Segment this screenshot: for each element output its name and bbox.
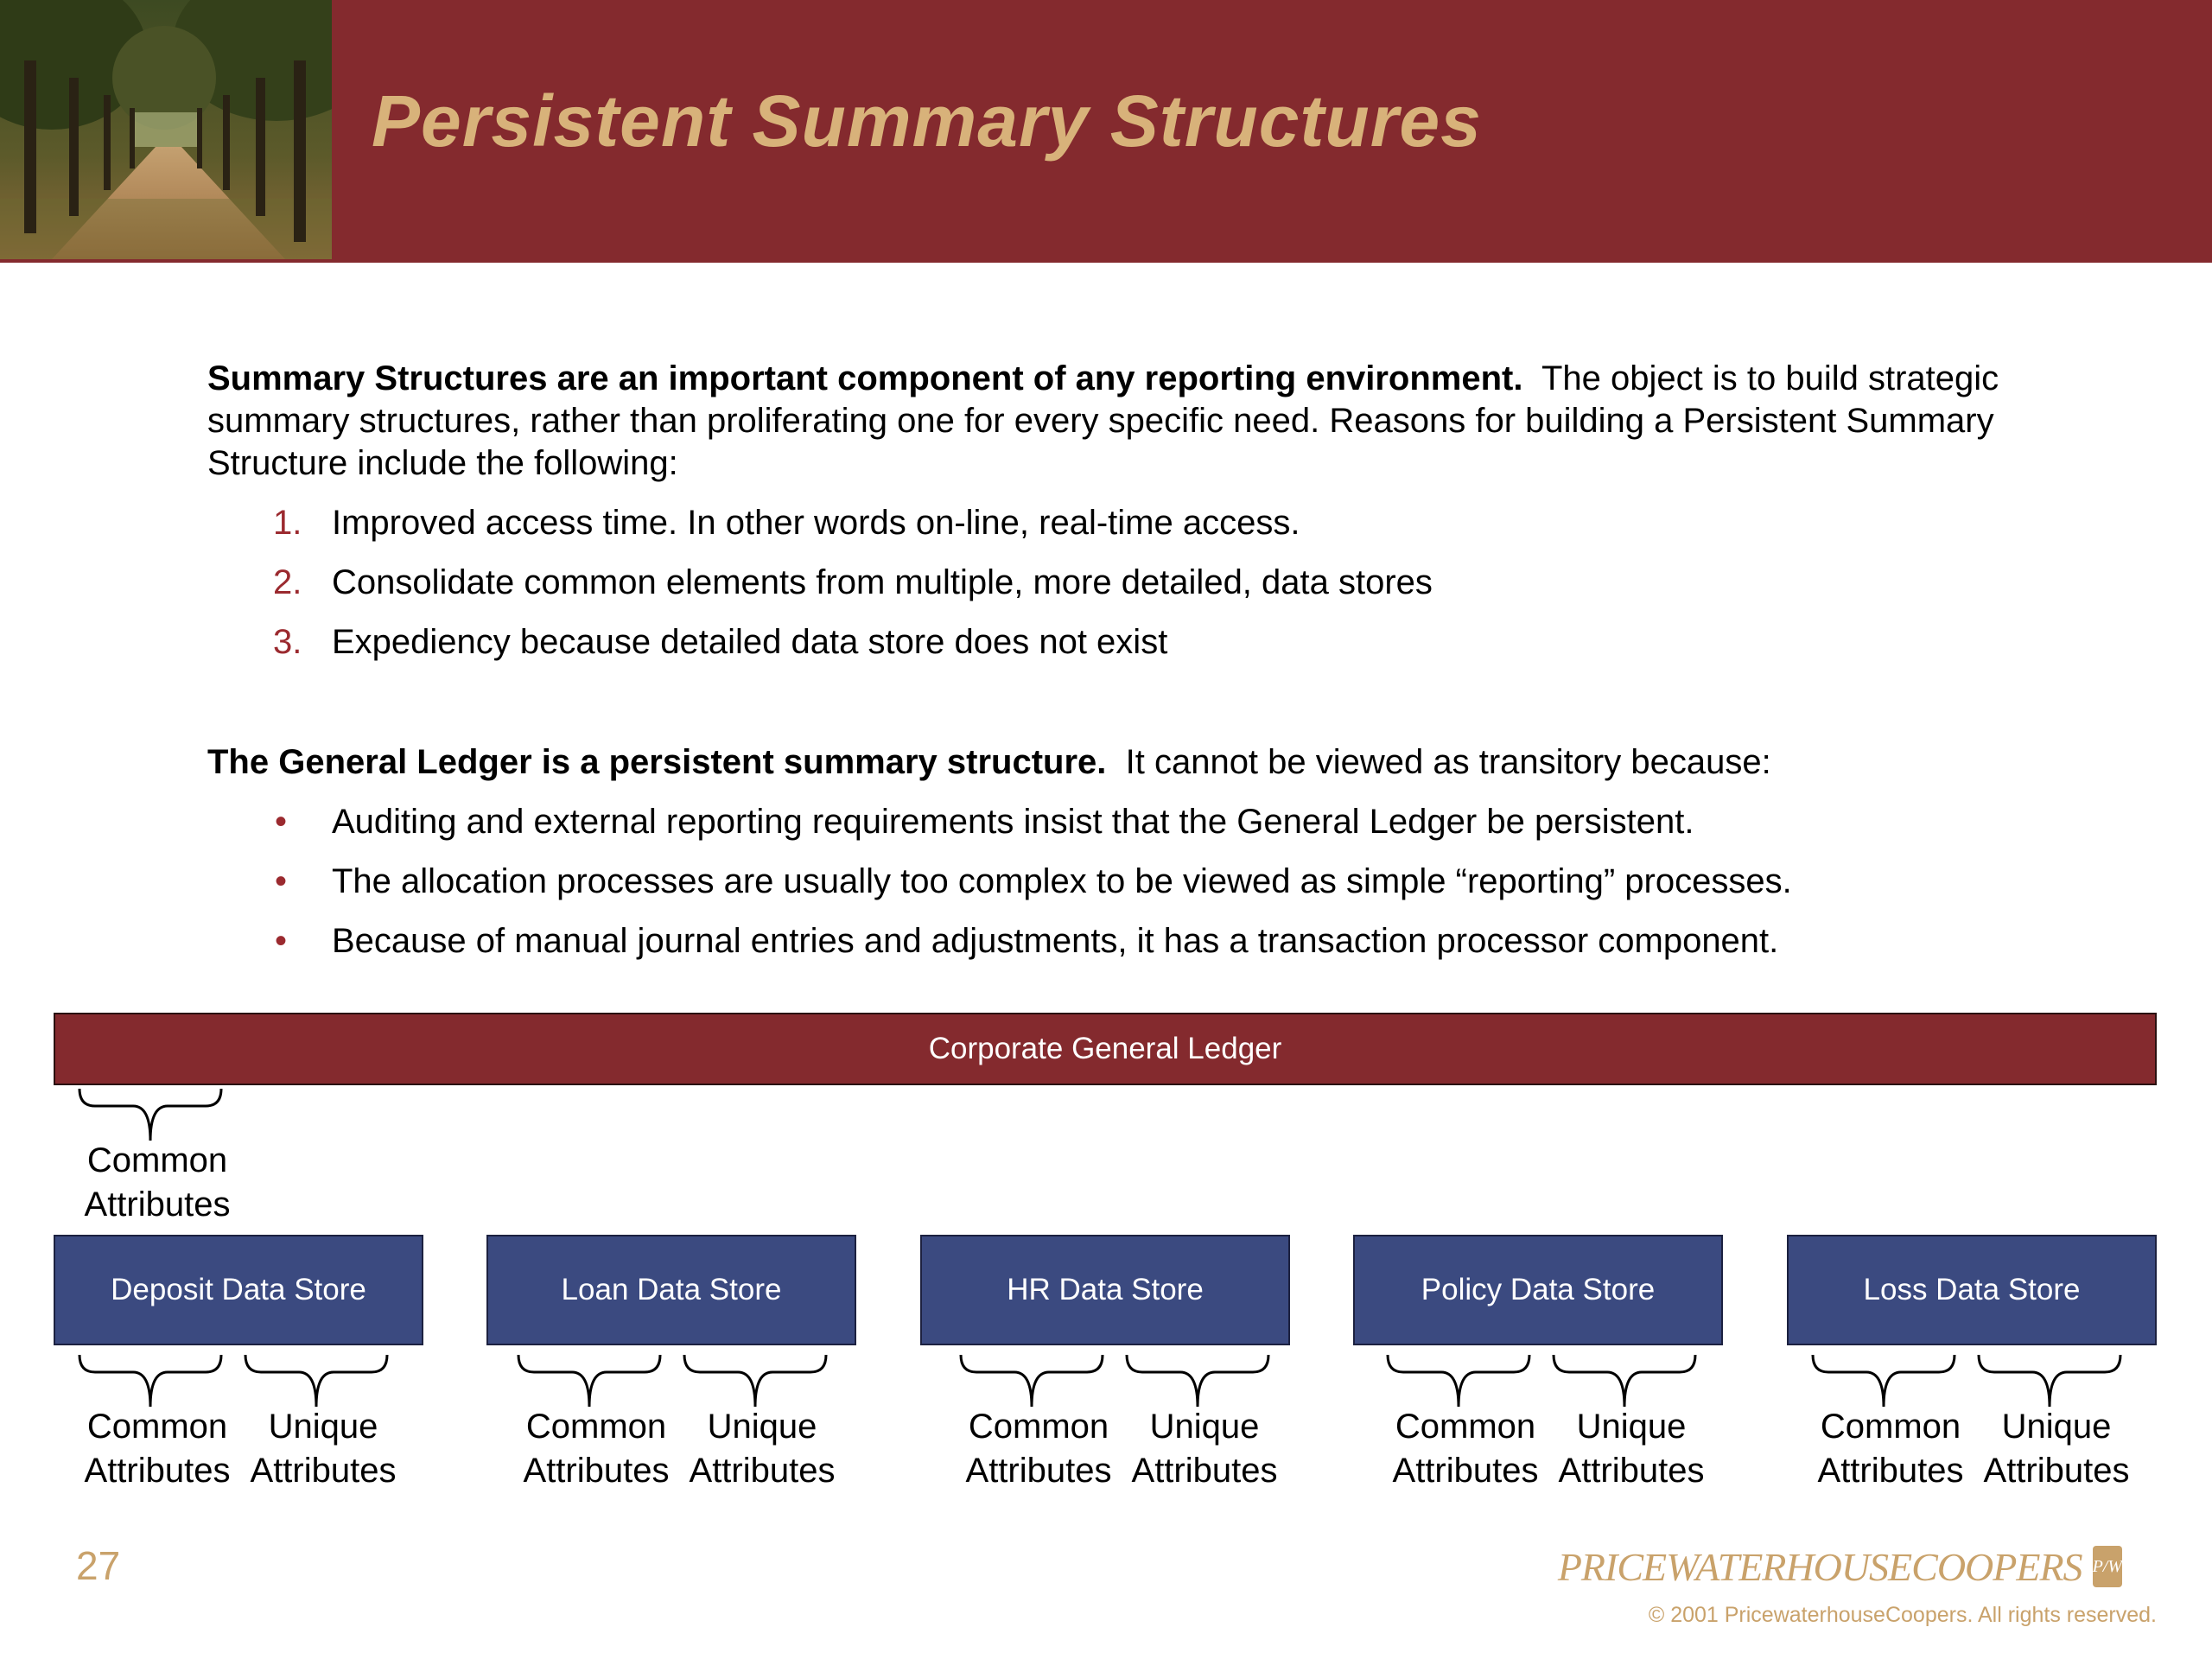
label-line: Attributes (1817, 1452, 1964, 1490)
loan-data-store-box: Loan Data Store (486, 1235, 856, 1345)
unique-attributes-label (237, 1405, 410, 1493)
unique-attributes-label (1118, 1405, 1291, 1493)
label-line: Attributes (84, 1185, 231, 1224)
list-item-text: The allocation processes are usually too complex to be viewed as simple “reporting” processes. (332, 862, 1792, 900)
intro-paragraph (207, 358, 2022, 485)
unique-attributes-brace (244, 1353, 389, 1410)
unique-attributes-brace (1125, 1353, 1270, 1410)
intro-text: The object is to build strategic summary structures, rather than proliferating one for every specific need. Reasons for building a Persistent Summary Structure include the following: (207, 359, 1999, 482)
hr-data-store-box: HR Data Store (920, 1235, 1290, 1345)
unique-attributes-label (676, 1405, 849, 1493)
label-line: Attributes (523, 1452, 670, 1490)
unique-attributes-brace (1977, 1353, 2122, 1410)
label-line: Unique (1576, 1408, 1687, 1446)
corporate-general-ledger-box: Corporate General Ledger (54, 1013, 2157, 1085)
common-attributes-label (1804, 1405, 1977, 1493)
label-line: Common (968, 1408, 1109, 1446)
logo-mark-icon: P/W (2093, 1546, 2122, 1587)
company-logo (1557, 1538, 2122, 1595)
common-attributes-label (1379, 1405, 1552, 1493)
list-number: 2. (273, 563, 302, 601)
unique-attributes-brace (1552, 1353, 1697, 1410)
ledger-common-attributes-label (71, 1139, 244, 1227)
label-line: Attributes (1983, 1452, 2130, 1490)
list-number: 1. (273, 504, 302, 542)
label-line: Common (86, 1408, 228, 1446)
list-item (207, 801, 2022, 843)
tree-lined-road-photo (0, 0, 332, 259)
label-line: Common (525, 1408, 667, 1446)
label-line: Common (1820, 1408, 1961, 1446)
bullet-icon: • (275, 922, 288, 960)
label-line: Unique (2001, 1408, 2112, 1446)
company-logo-text: PRICEWATERHOUSECOOPERS (1557, 1544, 2082, 1589)
common-attributes-brace (517, 1353, 662, 1410)
common-attributes-label (71, 1405, 244, 1493)
label-line: Attributes (84, 1452, 231, 1490)
list-item-text: Because of manual journal entries and adjustments, it has a transaction processor component. (332, 922, 1779, 960)
slide-body (207, 358, 2022, 963)
common-attributes-brace (959, 1353, 1104, 1410)
ledger-paragraph (207, 741, 2022, 784)
ledger-text: It cannot be viewed as transitory because: (1125, 743, 1771, 781)
list-item-text: Expediency because detailed data store does not exist (332, 623, 1168, 661)
list-number: 3. (273, 623, 302, 661)
unique-attributes-label (1970, 1405, 2143, 1493)
slide-title: Persistent Summary Structures (372, 80, 1482, 162)
label-line: Common (1395, 1408, 1536, 1446)
ledger-bold-text: The General Ledger is a persistent summary structure. (207, 743, 1107, 781)
policy-data-store-box: Policy Data Store (1353, 1235, 1723, 1345)
list-item-text: Improved access time. In other words on-line, real-time access. (332, 504, 1300, 542)
list-item (207, 920, 2022, 963)
ledger-bullet-list (207, 801, 2022, 963)
label-line: Attributes (250, 1452, 397, 1490)
common-attributes-brace (1386, 1353, 1531, 1410)
deposit-data-store-box: Deposit Data Store (54, 1235, 423, 1345)
label-line: Attributes (1131, 1452, 1278, 1490)
label-line: Unique (268, 1408, 378, 1446)
slide-number: 27 (76, 1543, 121, 1588)
label-line: Attributes (965, 1452, 1112, 1490)
label-line: Attributes (1558, 1452, 1705, 1490)
bullet-icon: • (275, 803, 288, 841)
label-line: Unique (707, 1408, 817, 1446)
loss-data-store-box: Loss Data Store (1787, 1235, 2157, 1345)
reasons-list (207, 502, 2022, 664)
ledger-brace (78, 1087, 223, 1144)
label-line: Unique (1149, 1408, 1260, 1446)
list-item (207, 861, 2022, 903)
list-item-text: Consolidate common elements from multiple, more detailed, data stores (332, 563, 1433, 601)
common-attributes-brace (78, 1353, 223, 1410)
common-attributes-brace (1811, 1353, 1956, 1410)
unique-attributes-label (1545, 1405, 1718, 1493)
list-item (207, 502, 2022, 544)
label-line: Attributes (689, 1452, 836, 1490)
common-attributes-label (952, 1405, 1125, 1493)
intro-bold-text: Summary Structures are an important component of any reporting environment. (207, 359, 1523, 397)
label-line: Common (86, 1141, 228, 1179)
list-item (207, 562, 2022, 604)
slide-header (0, 0, 2212, 263)
copyright-notice: © 2001 PricewaterhouseCoopers. All rights reserved. (1648, 1603, 2157, 1627)
list-item (207, 621, 2022, 664)
list-item-text: Auditing and external reporting requirements insist that the General Ledger be persistent. (332, 803, 1694, 841)
label-line: Attributes (1392, 1452, 1539, 1490)
tree-lined-road-image (0, 0, 332, 259)
bullet-icon: • (275, 862, 288, 900)
common-attributes-label (510, 1405, 683, 1493)
unique-attributes-brace (683, 1353, 828, 1410)
